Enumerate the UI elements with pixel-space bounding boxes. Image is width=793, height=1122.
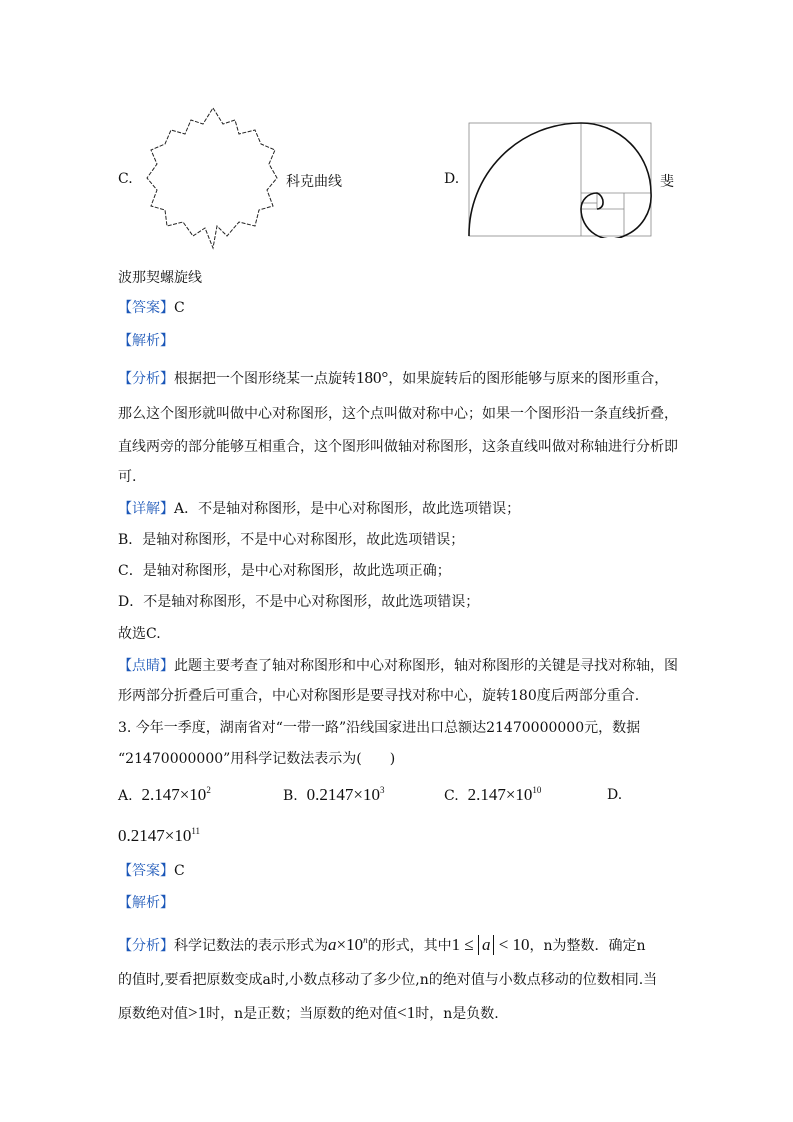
option-b-mantissa: 0.2147	[306, 785, 354, 804]
option-b-exponent: 3	[380, 785, 385, 795]
q2-fenxi-line4: 可.	[118, 469, 137, 485]
answer-tag: 【答案】	[118, 300, 174, 316]
q2-analysis-tag: 【解析】	[118, 333, 174, 349]
koch-curve-path	[147, 108, 277, 248]
q2-dianjing-line2: 形两部分折叠后可重合，中心对称图形是要寻找对称中心，旋转180度后两部分重合.	[118, 688, 640, 704]
q3-stem-line1: 3. 今年一季度，湖南省对“一带一路”沿线国家进出口总额达21470000000元，数据	[118, 720, 641, 736]
q3-fenxi-post: ，n为整数．确定n	[529, 938, 646, 954]
q2-fenxi-line2: 那么这个图形就叫做中心对称图形，这个点叫做对称中心；如果一个图形沿一条直线折叠，	[118, 406, 678, 422]
line3-pre: 原数绝对值	[118, 1006, 188, 1022]
form-times: ×10	[336, 935, 364, 954]
q3-answer-tag: 【答案】	[118, 863, 174, 879]
koch-snowflake-figure	[143, 102, 283, 252]
fenxi-tag: 【分析】	[118, 371, 174, 387]
dianjing-tag: 【点睛】	[118, 658, 174, 674]
fibonacci-spiral-figure	[468, 122, 654, 238]
abs-a: a	[478, 935, 495, 955]
option-a[interactable]	[118, 785, 211, 806]
ineq-right: < 10	[494, 935, 530, 954]
angle-180: 180°	[356, 368, 389, 387]
fenxi-text-post: ，如果旋转后的图形能够与原来的图形重合，	[388, 371, 669, 387]
q2-detail-a	[118, 499, 520, 519]
line3-mid: 时，n是正数；当原数的绝对值	[206, 1006, 398, 1022]
q3-answer-value: C	[174, 863, 185, 879]
q3-fenxi-tag: 【分析】	[118, 938, 174, 954]
option-d-times: ×10	[164, 826, 192, 845]
form-a: a	[328, 935, 337, 954]
q3-fenxi-text: 科学记数法的表示形式为	[174, 938, 328, 954]
line3-lt: <1	[397, 1003, 416, 1022]
dianjing-text: 此题主要考查了轴对称图形和中心对称图形，轴对称图形的关键是寻找对称轴，图	[174, 658, 678, 674]
q2-fenxi-line1	[118, 368, 668, 389]
option-b-label: B.	[283, 788, 298, 804]
option-c-label: C.	[444, 788, 459, 804]
q2-detail-c: C．是轴对称图形，是中心对称图形，故此选项正确；	[118, 563, 451, 579]
option-d-exponent: 11	[191, 826, 201, 836]
option-b[interactable]	[283, 785, 385, 806]
q3-fenxi-line3	[118, 1003, 499, 1024]
q2-dianjing-line1	[118, 656, 678, 676]
q3-fenxi-line2: 的值时,要看把原数变成a时,小数点移动了多少位,n的绝对值与小数点移动的位数相同.当	[118, 972, 658, 988]
option-c-times: ×10	[505, 785, 533, 804]
option-d[interactable]	[118, 826, 200, 847]
line3-post: 时，n是负数.	[415, 1006, 499, 1022]
q2-detail-b: B．是轴对称图形，不是中心对称图形，故此选项错误；	[118, 532, 465, 548]
option-a-exponent: 2	[206, 785, 211, 795]
option-b-times: ×10	[353, 785, 380, 804]
ineq-left: 1 ≤	[451, 935, 478, 954]
option-c[interactable]	[444, 785, 541, 806]
option-a-times: ×10	[179, 785, 207, 804]
q3-stem-line2: “21470000000”用科学记数法表示为( )	[118, 751, 396, 767]
q3-analysis-tag: 【解析】	[118, 895, 174, 911]
q2-fenxi-line3: 直线两旁的部分能够互相重合，这个图形叫做轴对称图形，这条直线叫做对称轴进行分析即	[118, 439, 678, 455]
detail-tag: 【详解】	[118, 501, 174, 517]
figure-c-label: C.	[118, 171, 133, 187]
q2-answer-row	[118, 298, 185, 318]
form-n: n	[363, 935, 368, 945]
option-d-mantissa: 0.2147	[118, 826, 165, 845]
q3-answer-row	[118, 861, 185, 881]
option-a-label: A.	[118, 788, 133, 804]
figure-c-caption: 科克曲线	[286, 174, 342, 190]
option-c-exponent: 10	[532, 785, 542, 795]
option-d-label-row[interactable]	[607, 785, 622, 805]
q2-conclusion: 故选C.	[118, 626, 161, 642]
answer-value: C	[174, 300, 185, 316]
q3-fenxi-line1	[118, 935, 646, 956]
option-a-mantissa: 2.147	[141, 785, 180, 804]
figure-d-caption-continued: 波那契螺旋线	[118, 270, 202, 286]
detail-a-text: A．不是轴对称图形，是中心对称图形，故此选项错误；	[174, 501, 521, 517]
option-d-label: D.	[607, 787, 623, 803]
line3-gt: >1	[188, 1003, 207, 1022]
figure-d-label: D.	[444, 171, 460, 187]
fenxi-text: 根据把一个图形绕某一点旋转	[174, 371, 356, 387]
q3-fenxi-mid: 的形式，其中	[367, 938, 452, 954]
q2-detail-d: D．不是轴对称图形，不是中心对称图形，故此选项错误；	[118, 594, 480, 610]
option-c-mantissa: 2.147	[467, 785, 506, 804]
figure-d-caption: 斐	[660, 174, 674, 190]
